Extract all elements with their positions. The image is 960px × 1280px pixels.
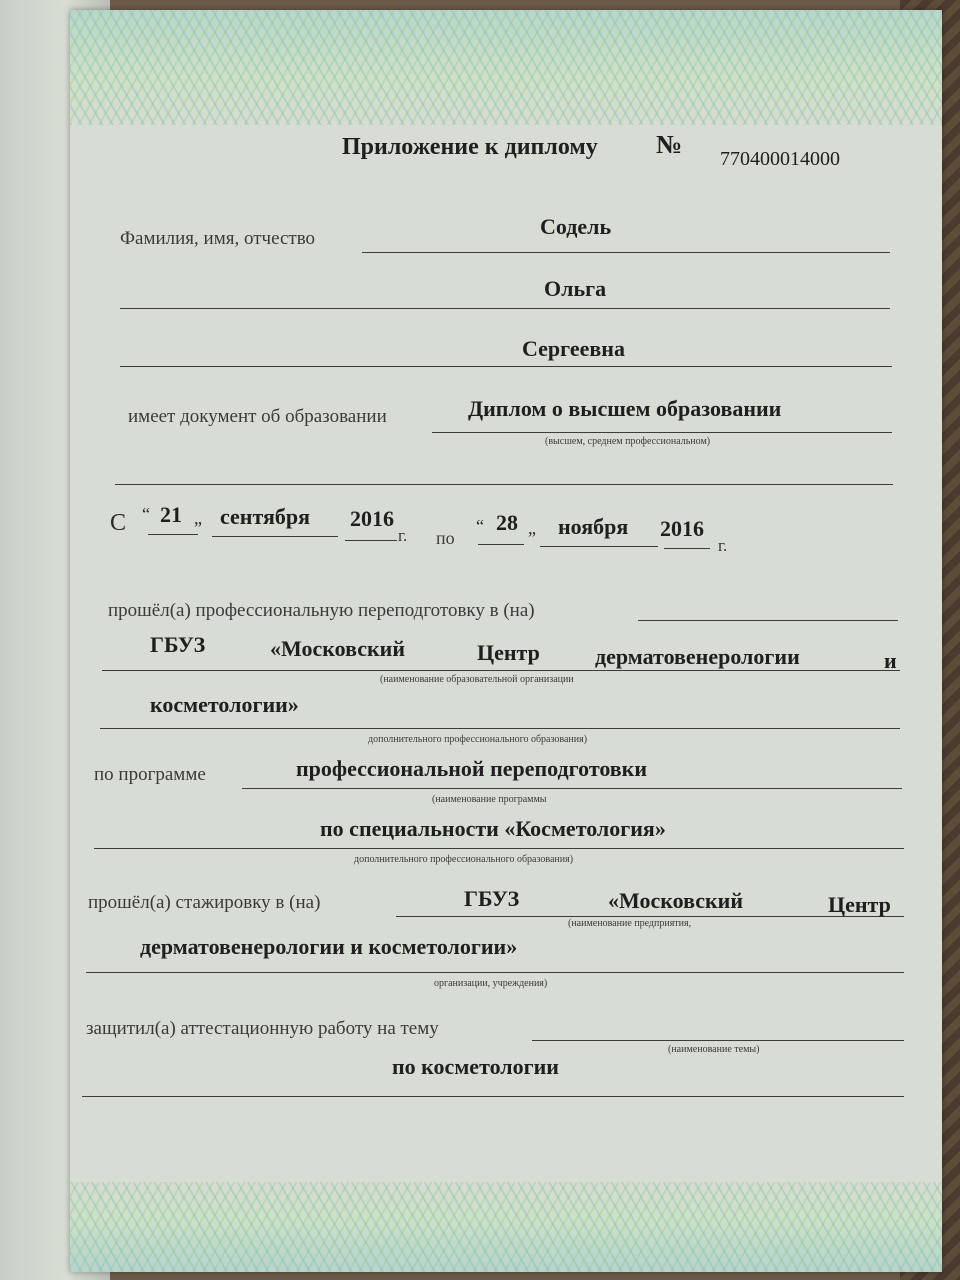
retraining-org-hint2: дополнительного профессионального образования) bbox=[368, 734, 588, 745]
to-year: 2016 bbox=[660, 516, 704, 541]
retraining-org-word-1: ГБУЗ bbox=[150, 632, 206, 657]
internship-word-2: «Московский bbox=[608, 888, 744, 913]
internship-word-1: ГБУЗ bbox=[464, 886, 520, 911]
thesis-hint: (наименование темы) bbox=[668, 1044, 760, 1055]
to-year-suffix: г. bbox=[718, 536, 728, 555]
retraining-org-word-5: и bbox=[884, 648, 897, 673]
retraining-org-word-2: «Московский bbox=[270, 636, 406, 661]
internship-word-3: Центр bbox=[828, 892, 891, 917]
name-line bbox=[120, 308, 890, 309]
from-month: сентября bbox=[220, 504, 311, 529]
patronymic-value: Сергеевна bbox=[522, 336, 625, 361]
thesis-line-2 bbox=[82, 1096, 904, 1097]
internship-line-2 bbox=[86, 972, 904, 973]
diploma-supplement-sheet bbox=[70, 10, 942, 1272]
to-day-line bbox=[478, 544, 524, 545]
thesis-label: защитил(а) аттестационную работу на тему bbox=[86, 1018, 439, 1039]
retraining-org-word-4: дерматовенерологии bbox=[595, 644, 800, 669]
diploma-number: 770400014000 bbox=[720, 148, 840, 170]
education-label: имеет документ об образовании bbox=[128, 406, 387, 427]
from-day-line bbox=[148, 534, 198, 535]
retraining-line-1 bbox=[638, 620, 898, 621]
to-month: ноября bbox=[558, 514, 629, 539]
close-quote-1: „ bbox=[194, 508, 202, 528]
internship-label: прошёл(а) стажировку в (на) bbox=[88, 892, 321, 913]
period-to-prefix: по bbox=[436, 528, 455, 548]
program-line2-value: по специальности «Косметология» bbox=[320, 816, 666, 841]
program-line-1 bbox=[242, 788, 902, 789]
program-hint2: дополнительного профессионального образования) bbox=[354, 854, 574, 865]
open-quote-2: “ bbox=[476, 516, 484, 536]
guilloche-pattern-top bbox=[70, 10, 942, 125]
retraining-org-hint: (наименование образовательной организации bbox=[380, 674, 574, 685]
open-quote-1: “ bbox=[142, 504, 150, 524]
thesis-line-1 bbox=[532, 1040, 904, 1041]
thesis-value: по косметологии bbox=[392, 1054, 559, 1079]
retraining-org-line2: косметологии» bbox=[150, 692, 299, 717]
program-line-2 bbox=[94, 848, 904, 849]
internship-hint1: (наименование предприятия, bbox=[568, 918, 692, 929]
document-title: Приложение к диплому bbox=[342, 134, 598, 160]
education-line bbox=[432, 432, 892, 433]
from-day: 21 bbox=[160, 502, 182, 527]
from-year: 2016 bbox=[350, 506, 394, 531]
education-extra-line bbox=[115, 484, 893, 485]
to-year-line bbox=[664, 548, 710, 549]
retraining-org-line bbox=[102, 670, 900, 671]
education-hint: (высшем, среднем профессиональном) bbox=[545, 436, 711, 447]
program-line1-value: профессиональной переподготовки bbox=[296, 756, 648, 781]
number-sign: № bbox=[656, 130, 683, 159]
internship-hint2: организации, учреждения) bbox=[434, 978, 548, 989]
name-value: Ольга bbox=[544, 276, 607, 301]
to-day: 28 bbox=[496, 510, 518, 535]
to-month-line bbox=[540, 546, 658, 547]
from-month-line bbox=[212, 536, 338, 537]
internship-line2-value: дерматовенерологии и косметологии» bbox=[140, 934, 518, 959]
from-year-suffix: г. bbox=[398, 526, 408, 545]
surname-value: Содель bbox=[540, 214, 612, 239]
close-quote-2: „ bbox=[528, 518, 536, 538]
retraining-org-word-3: Центр bbox=[477, 640, 540, 665]
guilloche-pattern-bottom bbox=[70, 1182, 942, 1272]
program-hint1: (наименование программы bbox=[432, 794, 547, 805]
program-label: по программе bbox=[94, 764, 206, 785]
surname-line bbox=[362, 252, 890, 253]
patronymic-line bbox=[120, 366, 892, 367]
full-name-label: Фамилия, имя, отчество bbox=[120, 228, 316, 249]
retraining-org-line2-rule bbox=[100, 728, 900, 729]
retraining-label: прошёл(а) профессиональную переподготовку в (на) bbox=[108, 600, 535, 621]
from-year-line bbox=[345, 540, 397, 541]
education-value: Диплом о высшем образовании bbox=[468, 396, 782, 421]
period-from-prefix: С bbox=[110, 510, 127, 536]
